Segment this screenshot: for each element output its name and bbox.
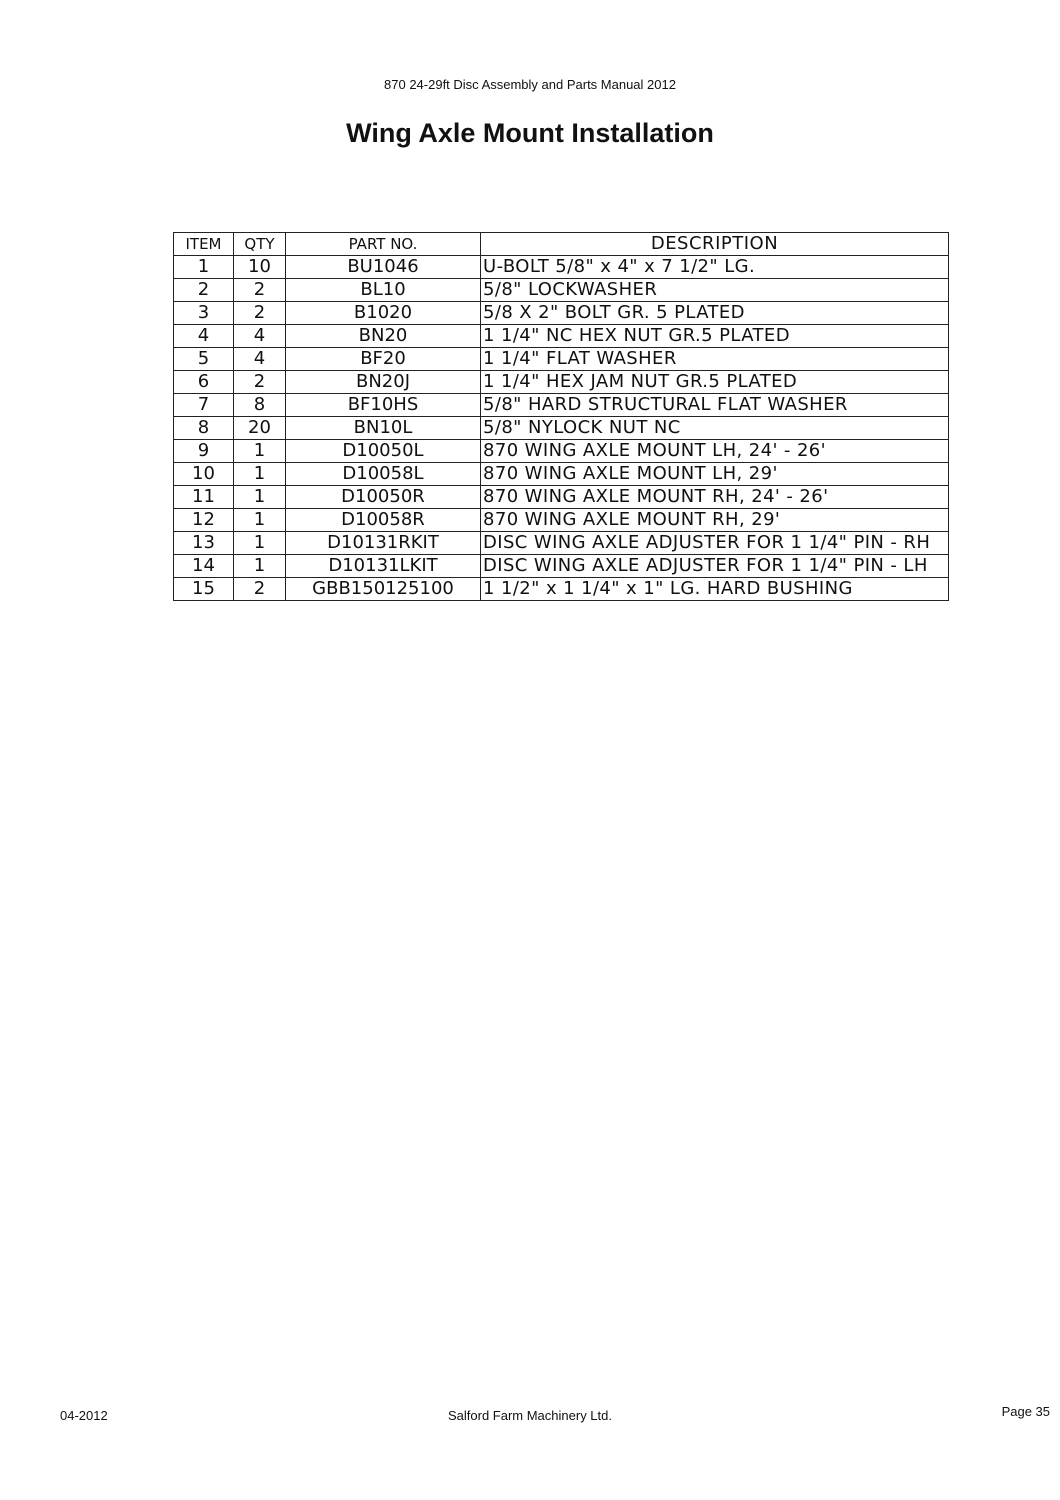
item-cell: 11 bbox=[174, 486, 234, 509]
description-cell: 870 WING AXLE MOUNT LH, 29' bbox=[481, 463, 949, 486]
qty-cell: 1 bbox=[234, 486, 286, 509]
part-no-cell: D10131LKIT bbox=[286, 555, 481, 578]
part-no-cell: D10131RKIT bbox=[286, 532, 481, 555]
item-cell: 4 bbox=[174, 325, 234, 348]
table-row bbox=[174, 256, 949, 279]
table-row bbox=[174, 555, 949, 578]
description-cell: DISC WING AXLE ADJUSTER FOR 1 1/4" PIN - RH bbox=[481, 532, 949, 555]
table-row bbox=[174, 578, 949, 601]
part-no-cell: D10058R bbox=[286, 509, 481, 532]
item-cell: 3 bbox=[174, 302, 234, 325]
description-cell: DISC WING AXLE ADJUSTER FOR 1 1/4" PIN - LH bbox=[481, 555, 949, 578]
part-no-cell: BN20 bbox=[286, 325, 481, 348]
footer-date: 04-2012 bbox=[60, 1408, 108, 1423]
table-row bbox=[174, 486, 949, 509]
column-header-qty: QTY bbox=[234, 233, 286, 256]
table-row bbox=[174, 417, 949, 440]
page-number: Page 35 bbox=[1001, 1404, 1050, 1419]
description-cell: 870 WING AXLE MOUNT LH, 24' - 26' bbox=[481, 440, 949, 463]
qty-cell: 20 bbox=[234, 417, 286, 440]
page-title: Wing Axle Mount Installation bbox=[346, 118, 714, 148]
qty-cell: 2 bbox=[234, 302, 286, 325]
part-no-cell: BL10 bbox=[286, 279, 481, 302]
description-cell: 5/8" HARD STRUCTURAL FLAT WASHER bbox=[481, 394, 949, 417]
column-header-item: ITEM bbox=[174, 233, 234, 256]
part-no-cell: GBB150125100 bbox=[286, 578, 481, 601]
qty-cell: 4 bbox=[234, 348, 286, 371]
description-cell: 1 1/4" FLAT WASHER bbox=[481, 348, 949, 371]
qty-cell: 1 bbox=[234, 509, 286, 532]
manual-header: 870 24-29ft Disc Assembly and Parts Manual 2012 bbox=[384, 77, 676, 92]
table-row bbox=[174, 394, 949, 417]
description-cell: 1 1/4" HEX JAM NUT GR.5 PLATED bbox=[481, 371, 949, 394]
description-cell: U-BOLT 5/8" x 4" x 7 1/2" LG. bbox=[481, 256, 949, 279]
item-cell: 5 bbox=[174, 348, 234, 371]
description-cell: 870 WING AXLE MOUNT RH, 24' - 26' bbox=[481, 486, 949, 509]
description-cell: 1 1/2" x 1 1/4" x 1" LG. HARD BUSHING bbox=[481, 578, 949, 601]
parts-table-header-row bbox=[174, 233, 949, 256]
qty-cell: 1 bbox=[234, 440, 286, 463]
item-cell: 2 bbox=[174, 279, 234, 302]
table-row bbox=[174, 440, 949, 463]
item-cell: 1 bbox=[174, 256, 234, 279]
parts-table bbox=[173, 232, 949, 601]
part-no-cell: BF10HS bbox=[286, 394, 481, 417]
qty-cell: 2 bbox=[234, 279, 286, 302]
qty-cell: 2 bbox=[234, 578, 286, 601]
item-cell: 14 bbox=[174, 555, 234, 578]
table-row bbox=[174, 463, 949, 486]
qty-cell: 2 bbox=[234, 371, 286, 394]
part-no-cell: BN10L bbox=[286, 417, 481, 440]
qty-cell: 1 bbox=[234, 532, 286, 555]
description-cell: 1 1/4" NC HEX NUT GR.5 PLATED bbox=[481, 325, 949, 348]
description-cell: 5/8" NYLOCK NUT NC bbox=[481, 417, 949, 440]
item-cell: 12 bbox=[174, 509, 234, 532]
description-cell: 5/8" LOCKWASHER bbox=[481, 279, 949, 302]
qty-cell: 1 bbox=[234, 555, 286, 578]
column-header-part-no: PART NO. bbox=[286, 233, 481, 256]
table-row bbox=[174, 532, 949, 555]
qty-cell: 10 bbox=[234, 256, 286, 279]
table-row bbox=[174, 348, 949, 371]
part-no-cell: D10050L bbox=[286, 440, 481, 463]
part-no-cell: B1020 bbox=[286, 302, 481, 325]
part-no-cell: D10050R bbox=[286, 486, 481, 509]
item-cell: 6 bbox=[174, 371, 234, 394]
qty-cell: 1 bbox=[234, 463, 286, 486]
item-cell: 7 bbox=[174, 394, 234, 417]
part-no-cell: BF20 bbox=[286, 348, 481, 371]
part-no-cell: BU1046 bbox=[286, 256, 481, 279]
description-cell: 5/8 X 2" BOLT GR. 5 PLATED bbox=[481, 302, 949, 325]
part-no-cell: D10058L bbox=[286, 463, 481, 486]
table-row bbox=[174, 325, 949, 348]
item-cell: 15 bbox=[174, 578, 234, 601]
description-cell: 870 WING AXLE MOUNT RH, 29' bbox=[481, 509, 949, 532]
item-cell: 9 bbox=[174, 440, 234, 463]
table-row bbox=[174, 509, 949, 532]
qty-cell: 4 bbox=[234, 325, 286, 348]
item-cell: 8 bbox=[174, 417, 234, 440]
table-row bbox=[174, 302, 949, 325]
footer-company: Salford Farm Machinery Ltd. bbox=[447, 1408, 612, 1423]
part-no-cell: BN20J bbox=[286, 371, 481, 394]
table-row bbox=[174, 371, 949, 394]
item-cell: 10 bbox=[174, 463, 234, 486]
column-header-description: DESCRIPTION bbox=[481, 233, 949, 256]
table-row bbox=[174, 279, 949, 302]
qty-cell: 8 bbox=[234, 394, 286, 417]
item-cell: 13 bbox=[174, 532, 234, 555]
